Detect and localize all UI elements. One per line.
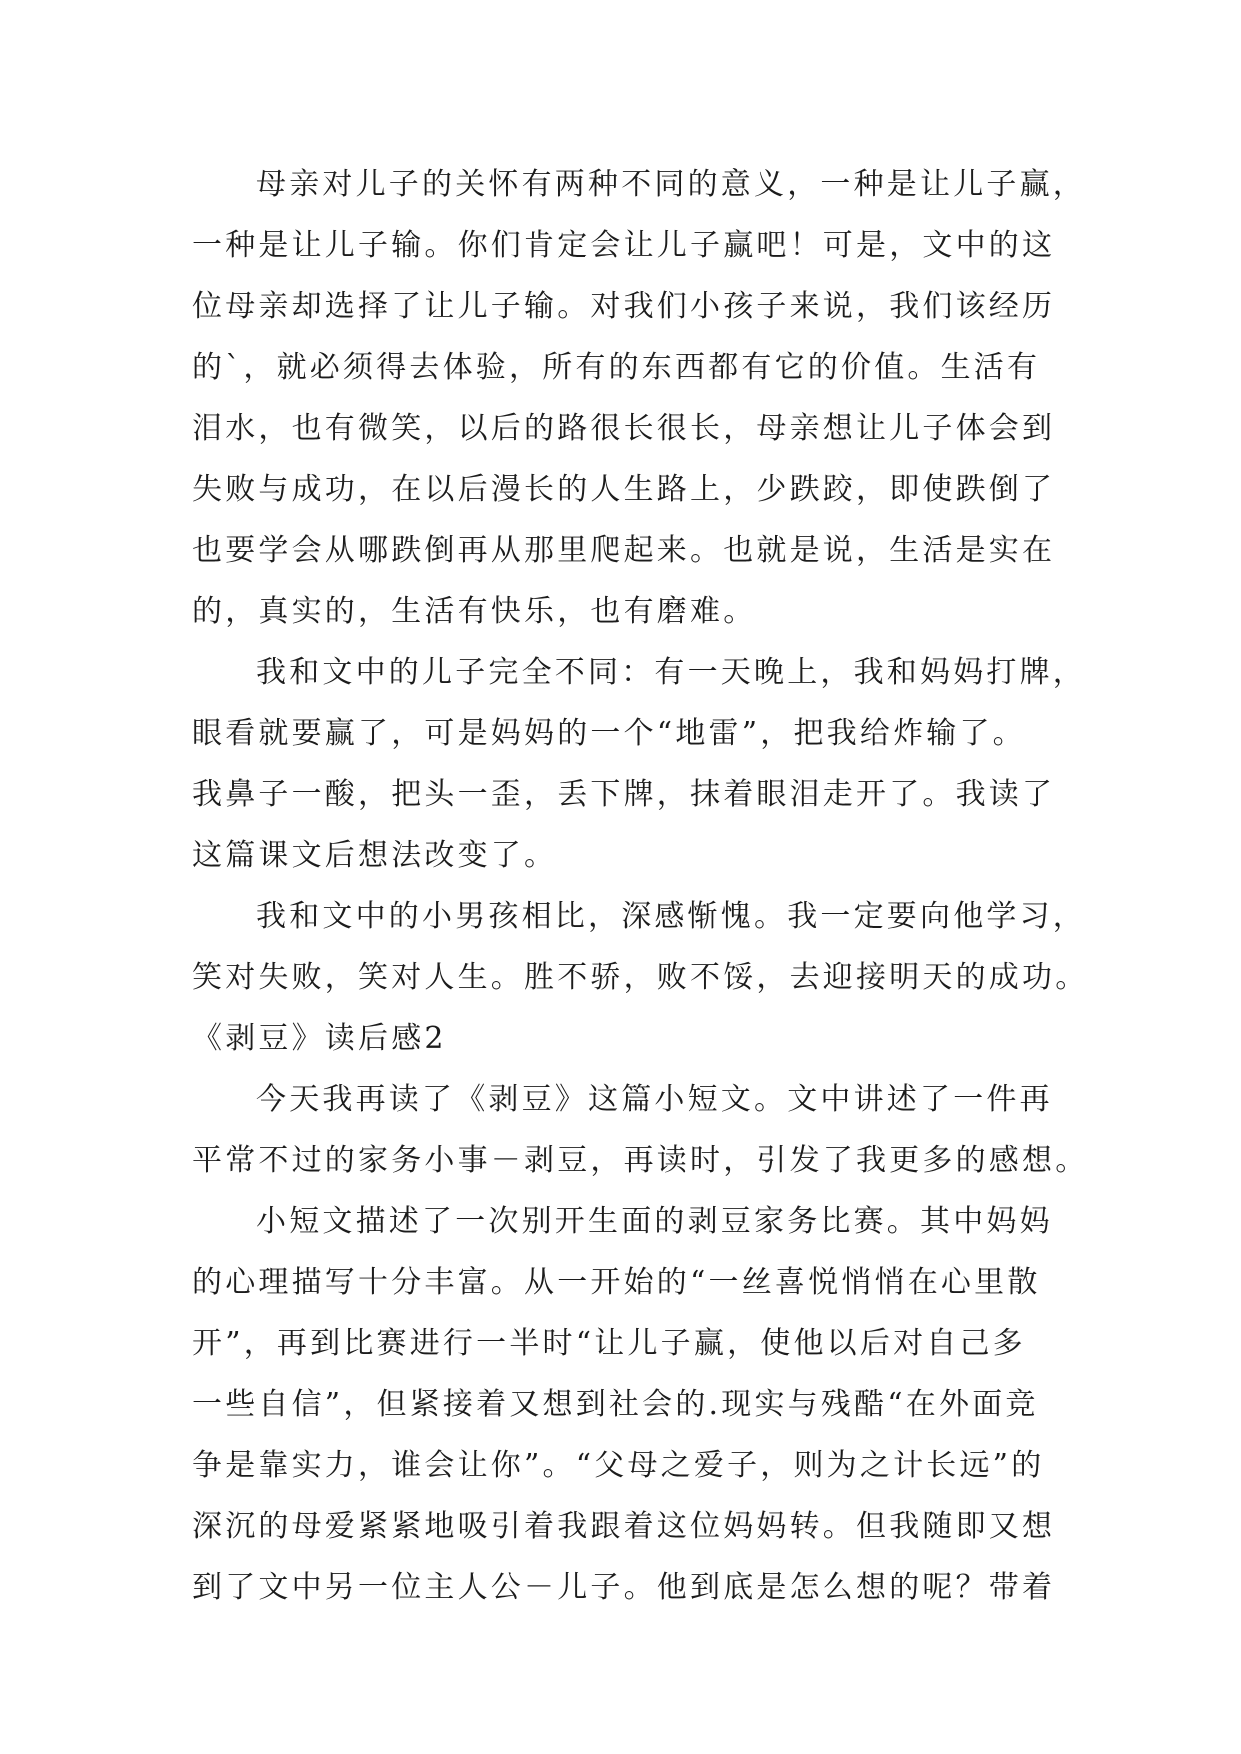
text-line: 我鼻子一酸，把头一歪，丢下牌，抹着眼泪走开了。我读了 <box>192 777 1056 812</box>
text-line: 小短文描述了一次别开生面的剥豆家务比赛。其中妈妈 <box>256 1204 1053 1239</box>
text-line: 今天我再读了《剥豆》这篇小短文。文中讲述了一件再 <box>256 1082 1053 1117</box>
text-line: 笑对失败，笑对人生。胜不骄，败不馁，去迎接明天的成功。 <box>192 960 1089 995</box>
text-line: 的，真实的，生活有快乐，也有磨难。 <box>192 594 757 629</box>
text-line: 位母亲却选择了让儿子输。对我们小孩子来说，我们该经历 <box>192 289 1056 324</box>
text-line: 一种是让儿子输。你们肯定会让儿子赢吧！可是，文中的这 <box>192 228 1056 263</box>
text-line: 到了文中另一位主人公－儿子。他到底是怎么想的呢？带着 <box>192 1570 1056 1605</box>
text-line: 眼看就要赢了，可是妈妈的一个“地雷”，把我给炸输了。 <box>192 716 1026 751</box>
text-line: 深沉的母爱紧紧地吸引着我跟着这位妈妈转。但我随即又想 <box>192 1509 1056 1544</box>
text-line: 也要学会从哪跌倒再从那里爬起来。也就是说，生活是实在 <box>192 533 1056 568</box>
text-line: 平常不过的家务小事－剥豆，再读时，引发了我更多的感想。 <box>192 1143 1089 1178</box>
text-line: 争是靠实力，谁会让你”。“父母之爱子，则为之计长远”的 <box>192 1448 1045 1483</box>
text-line: 开”，再到比赛进行一半时“让儿子赢，使他以后对自己多 <box>192 1326 1026 1361</box>
text-line: 的心理描写十分丰富。从一开始的“一丝喜悦悄悄在心里散 <box>192 1265 1041 1300</box>
text-line: 我和文中的儿子完全不同：有一天晚上，我和妈妈打牌， <box>256 655 1086 690</box>
text-line: 一些自信”，但紧接着又想到社会的.现实与残酷“在外面竞 <box>192 1387 1039 1422</box>
document-body <box>192 154 1089 1618</box>
text-line: 这篇课文后想法改变了。 <box>192 838 558 873</box>
text-line: 我和文中的小男孩相比，深感惭愧。我一定要向他学习， <box>256 899 1086 934</box>
text-line: 母亲对儿子的关怀有两种不同的意义，一种是让儿子赢， <box>256 167 1086 202</box>
section-heading: 《剥豆》读后感2 <box>192 1021 447 1056</box>
text-line: 失败与成功，在以后漫长的人生路上，少跌跤，即使跌倒了 <box>192 472 1056 507</box>
text-line: 的`，就必须得去体验，所有的东西都有它的价值。生活有 <box>192 350 1041 385</box>
text-line: 泪水，也有微笑，以后的路很长很长，母亲想让儿子体会到 <box>192 411 1056 446</box>
